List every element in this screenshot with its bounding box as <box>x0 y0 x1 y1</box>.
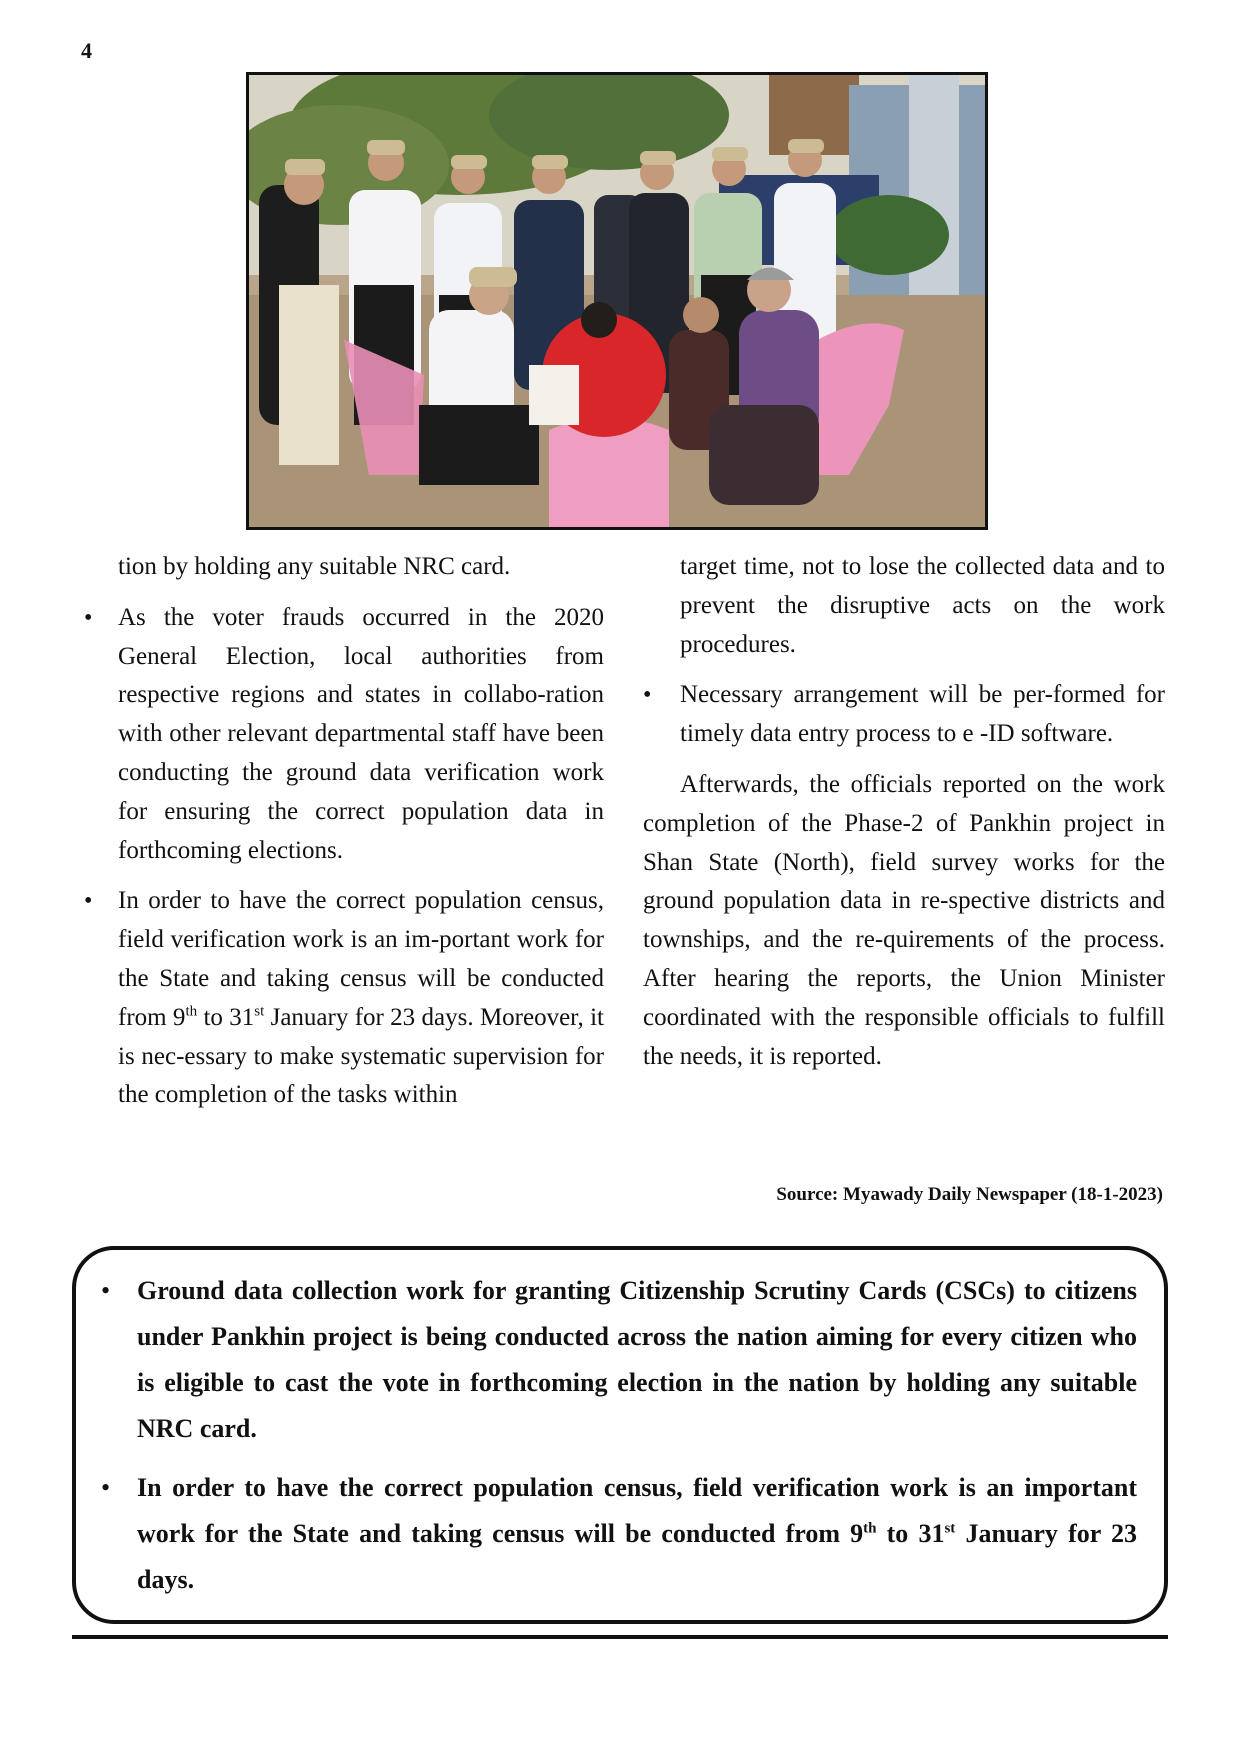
data-entry-bullet: • Necessary arrangement will be per-formed for timely data entry process to e -ID software. <box>643 676 1165 754</box>
right-bullet-list <box>643 676 1165 754</box>
page-number: 4 <box>81 38 92 63</box>
article-column-right <box>643 548 1165 1076</box>
key-points-box <box>72 1246 1168 1624</box>
key-point-census: • In order to have the correct population census, field verification work is an important work for the State and taking census will be conducted from 9th to 31st January for 23 days. <box>137 1465 1137 1603</box>
left-bullet-list <box>118 599 604 1115</box>
census-bullet: • In order to have the correct population census, field verification work is an im-portant work for the State and taking census will be conducted from 9th to 31st January for 23 days. Moreover, it is nec-essary to make systematic supervision for the completion of the tasks within <box>118 882 604 1115</box>
key-point-csc: • Ground data collection work for granting Citizenship Scrutiny Cards (CSCs) to citizens under Pankhin project is being conducted across the nation aiming for every citizen who is eligible to cast the vote in forthcoming election in the nation by holding any suitable NRC card. <box>137 1268 1137 1452</box>
key-points-list <box>137 1268 1137 1616</box>
left-lead-paragraph: tion by holding any suitable NRC card. <box>118 553 511 580</box>
right-lead-paragraph: target time, not to lose the collected data and to prevent the disruptive acts on the work procedures. <box>680 553 1165 658</box>
article-column-left <box>118 548 604 1115</box>
article-photo <box>246 72 988 530</box>
voter-fraud-bullet: • As the voter frauds occurred in the 2020 General Election, local authorities from respective regions and states in collabo-ration with other relevant departmental staff have been conducting the ground data verification work for ensuring the correct population data in forthcoming elections. <box>118 599 604 871</box>
closing-paragraph: Afterwards, the officials reported on the work completion of the Phase-2 of Pankhin project in Shan State (North), field survey works for the ground population data in re-spective districts and townships, and the re-quirements of the process. After hearing the reports, the Union Minister coordinated with the responsible officials to fulfill the needs, it is reported. <box>643 770 1165 1070</box>
bottom-divider <box>72 1635 1168 1639</box>
source-citation: Source: Myawady Daily Newspaper (18-1-2023) <box>776 1184 1163 1205</box>
